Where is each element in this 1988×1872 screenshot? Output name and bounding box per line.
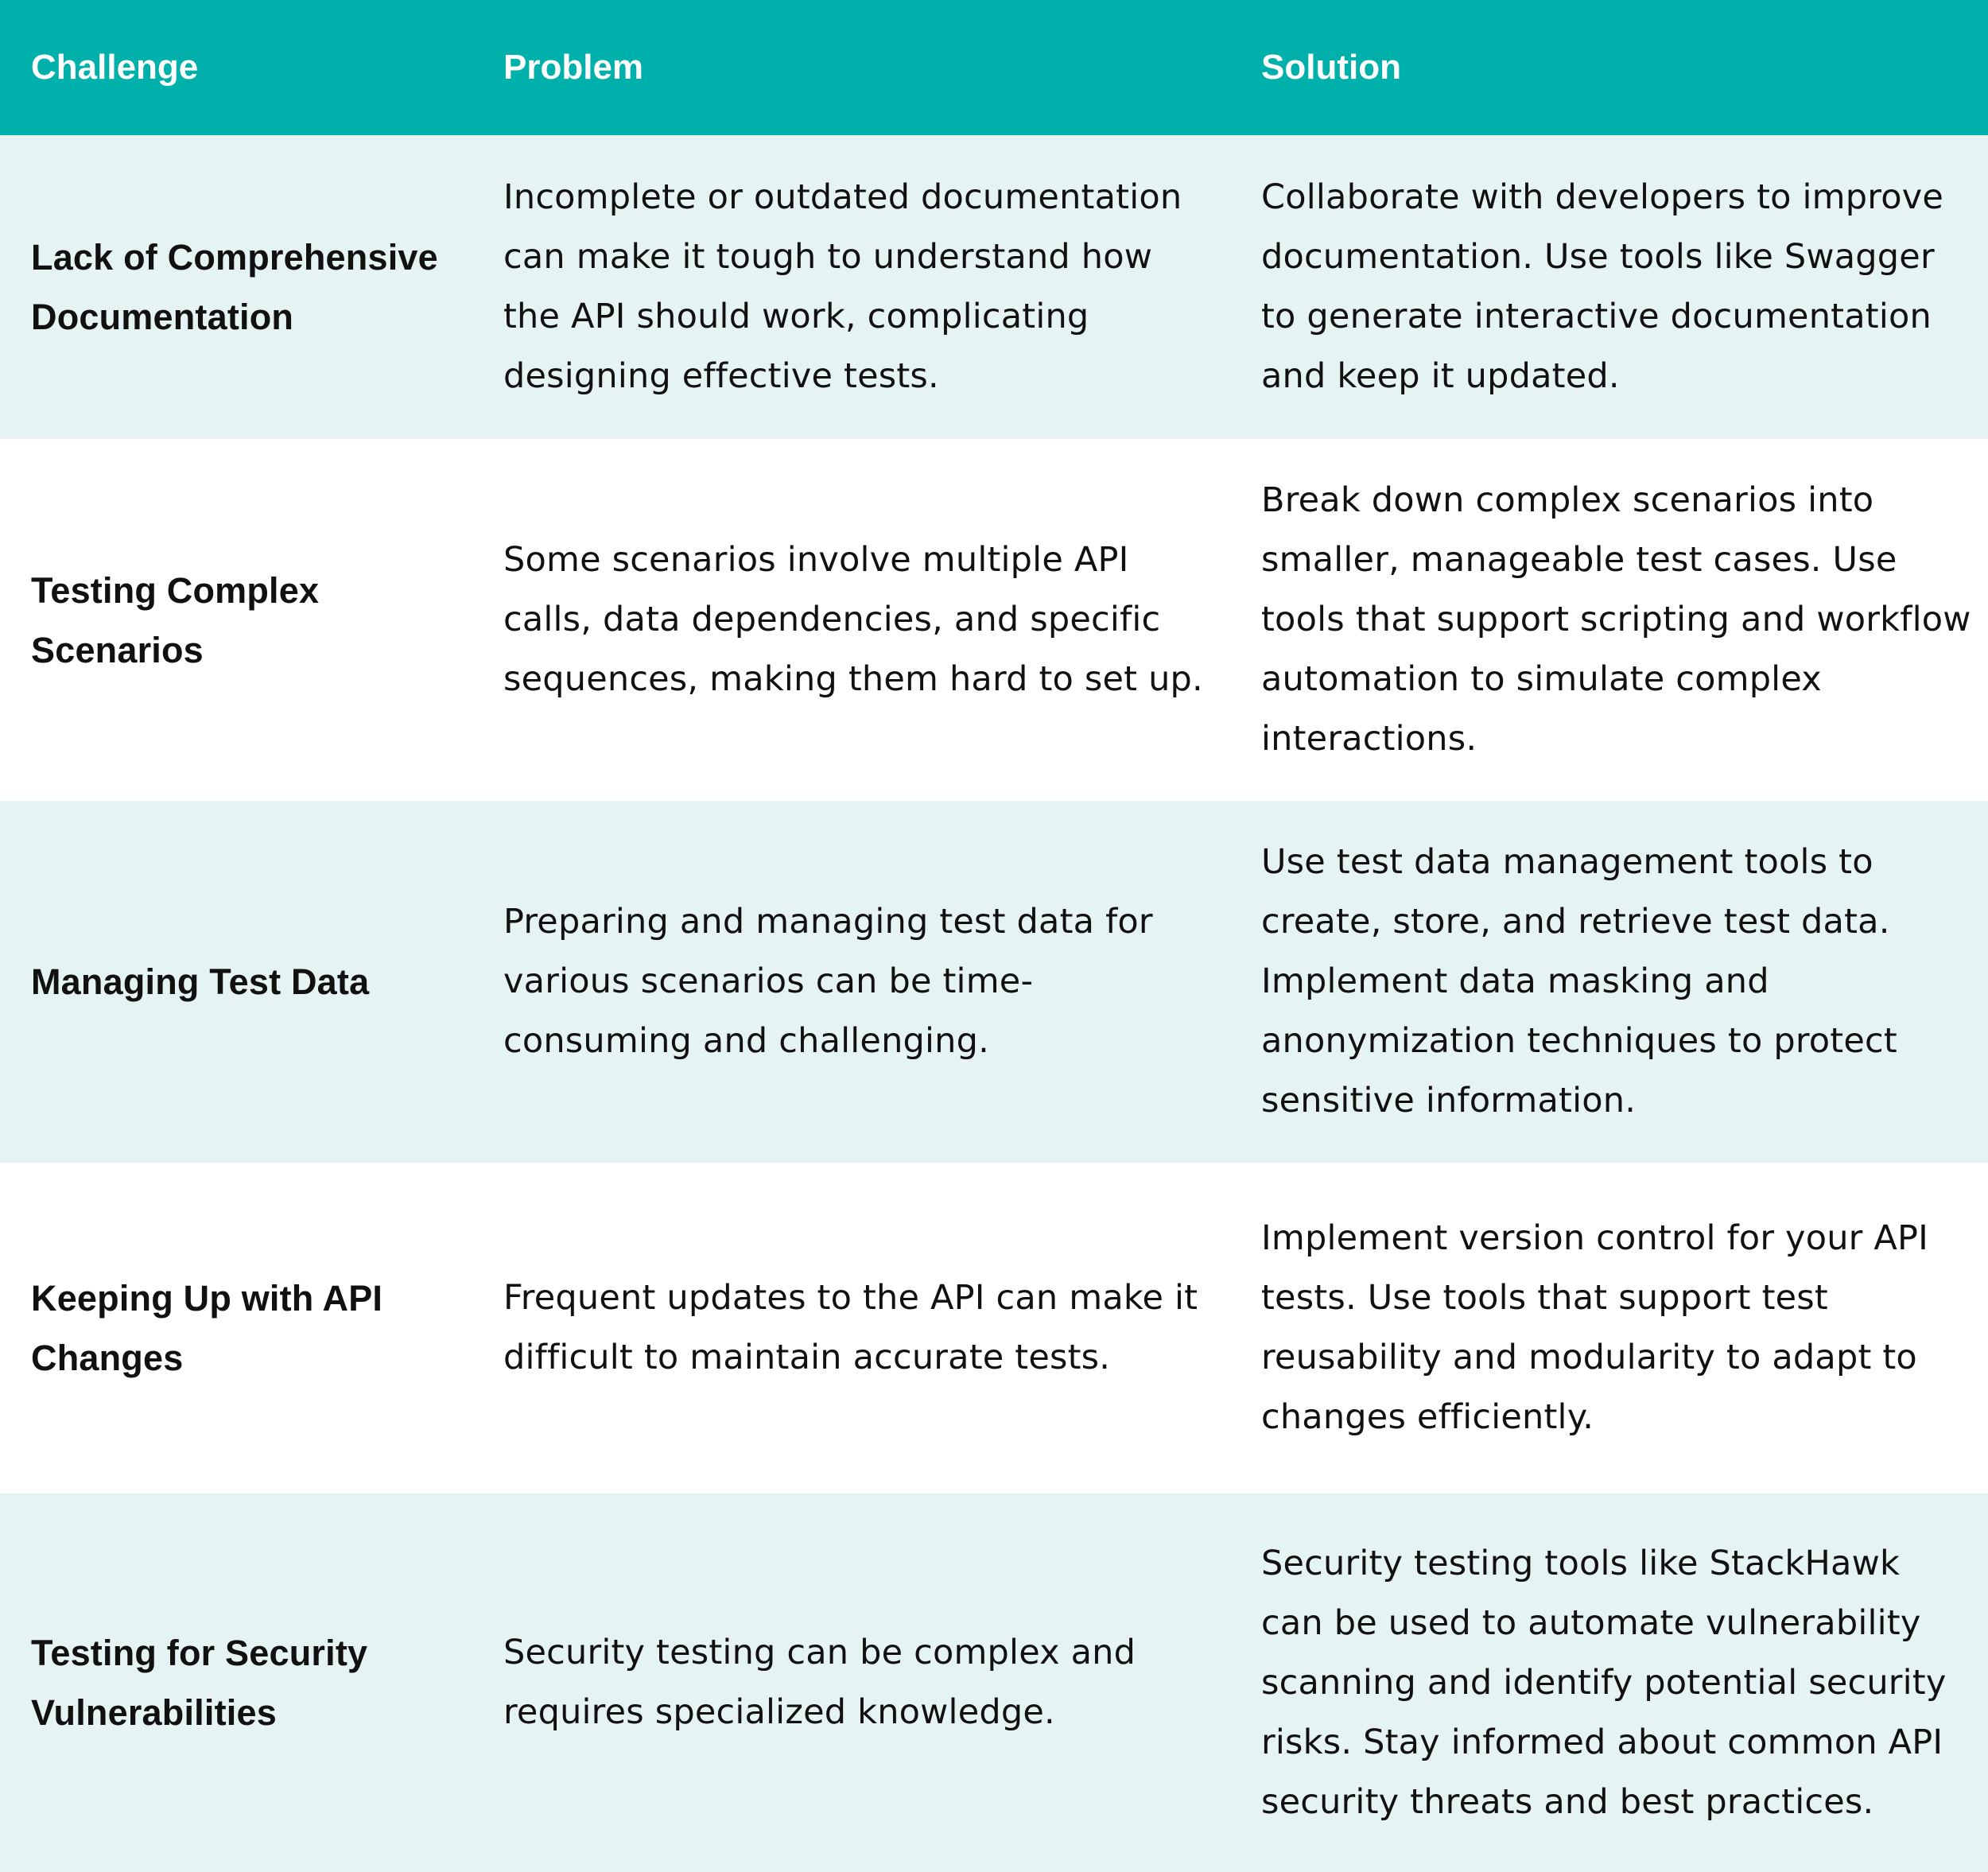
challenge-cell: Managing Test Data	[0, 801, 472, 1163]
table-row	[0, 135, 1988, 439]
column-header-challenge: Challenge	[0, 0, 472, 135]
problem-cell: Frequent updates to the API can make it difficult to maintain accurate tests.	[472, 1163, 1230, 1493]
solution-cell: Security testing tools like StackHawk can be used to automate vulnerability scanning and identify potential security risks. Stay informed about common API security threats and best practices.	[1230, 1493, 1988, 1872]
table-row	[0, 1493, 1988, 1872]
solution-cell: Collaborate with developers to improve documentation. Use tools like Swagger to generate interactive documentation and keep it updated.	[1230, 135, 1988, 439]
challenge-cell: Keeping Up with API Changes	[0, 1163, 472, 1493]
challenge-cell: Lack of Comprehensive Documentation	[0, 135, 472, 439]
problem-cell: Security testing can be complex and requires specialized knowledge.	[472, 1493, 1230, 1872]
problem-cell: Incomplete or outdated documentation can make it tough to understand how the API should work, complicating designing effective tests.	[472, 135, 1230, 439]
challenge-cell: Testing for Security Vulnerabilities	[0, 1493, 472, 1872]
table-row	[0, 801, 1988, 1163]
header-row	[0, 0, 1988, 135]
table-header	[0, 0, 1988, 135]
table-row	[0, 439, 1988, 801]
column-header-solution: Solution	[1230, 0, 1988, 135]
challenge-cell: Testing Complex Scenarios	[0, 439, 472, 801]
solution-cell: Implement version control for your API tests. Use tools that support test reusability and modularity to adapt to changes efficiently.	[1230, 1163, 1988, 1493]
column-header-problem: Problem	[472, 0, 1230, 135]
problem-cell: Preparing and managing test data for various scenarios can be time-consuming and challenging.	[472, 801, 1230, 1163]
table-row	[0, 1163, 1988, 1493]
problem-cell: Some scenarios involve multiple API calls, data dependencies, and specific sequences, making them hard to set up.	[472, 439, 1230, 801]
solution-cell: Use test data management tools to create, store, and retrieve test data. Implement data masking and anonymization techniques to protect sensitive information.	[1230, 801, 1988, 1163]
solution-cell: Break down complex scenarios into smaller, manageable test cases. Use tools that support scripting and workflow automation to simulate complex interactions.	[1230, 439, 1988, 801]
table-body	[0, 135, 1988, 1872]
